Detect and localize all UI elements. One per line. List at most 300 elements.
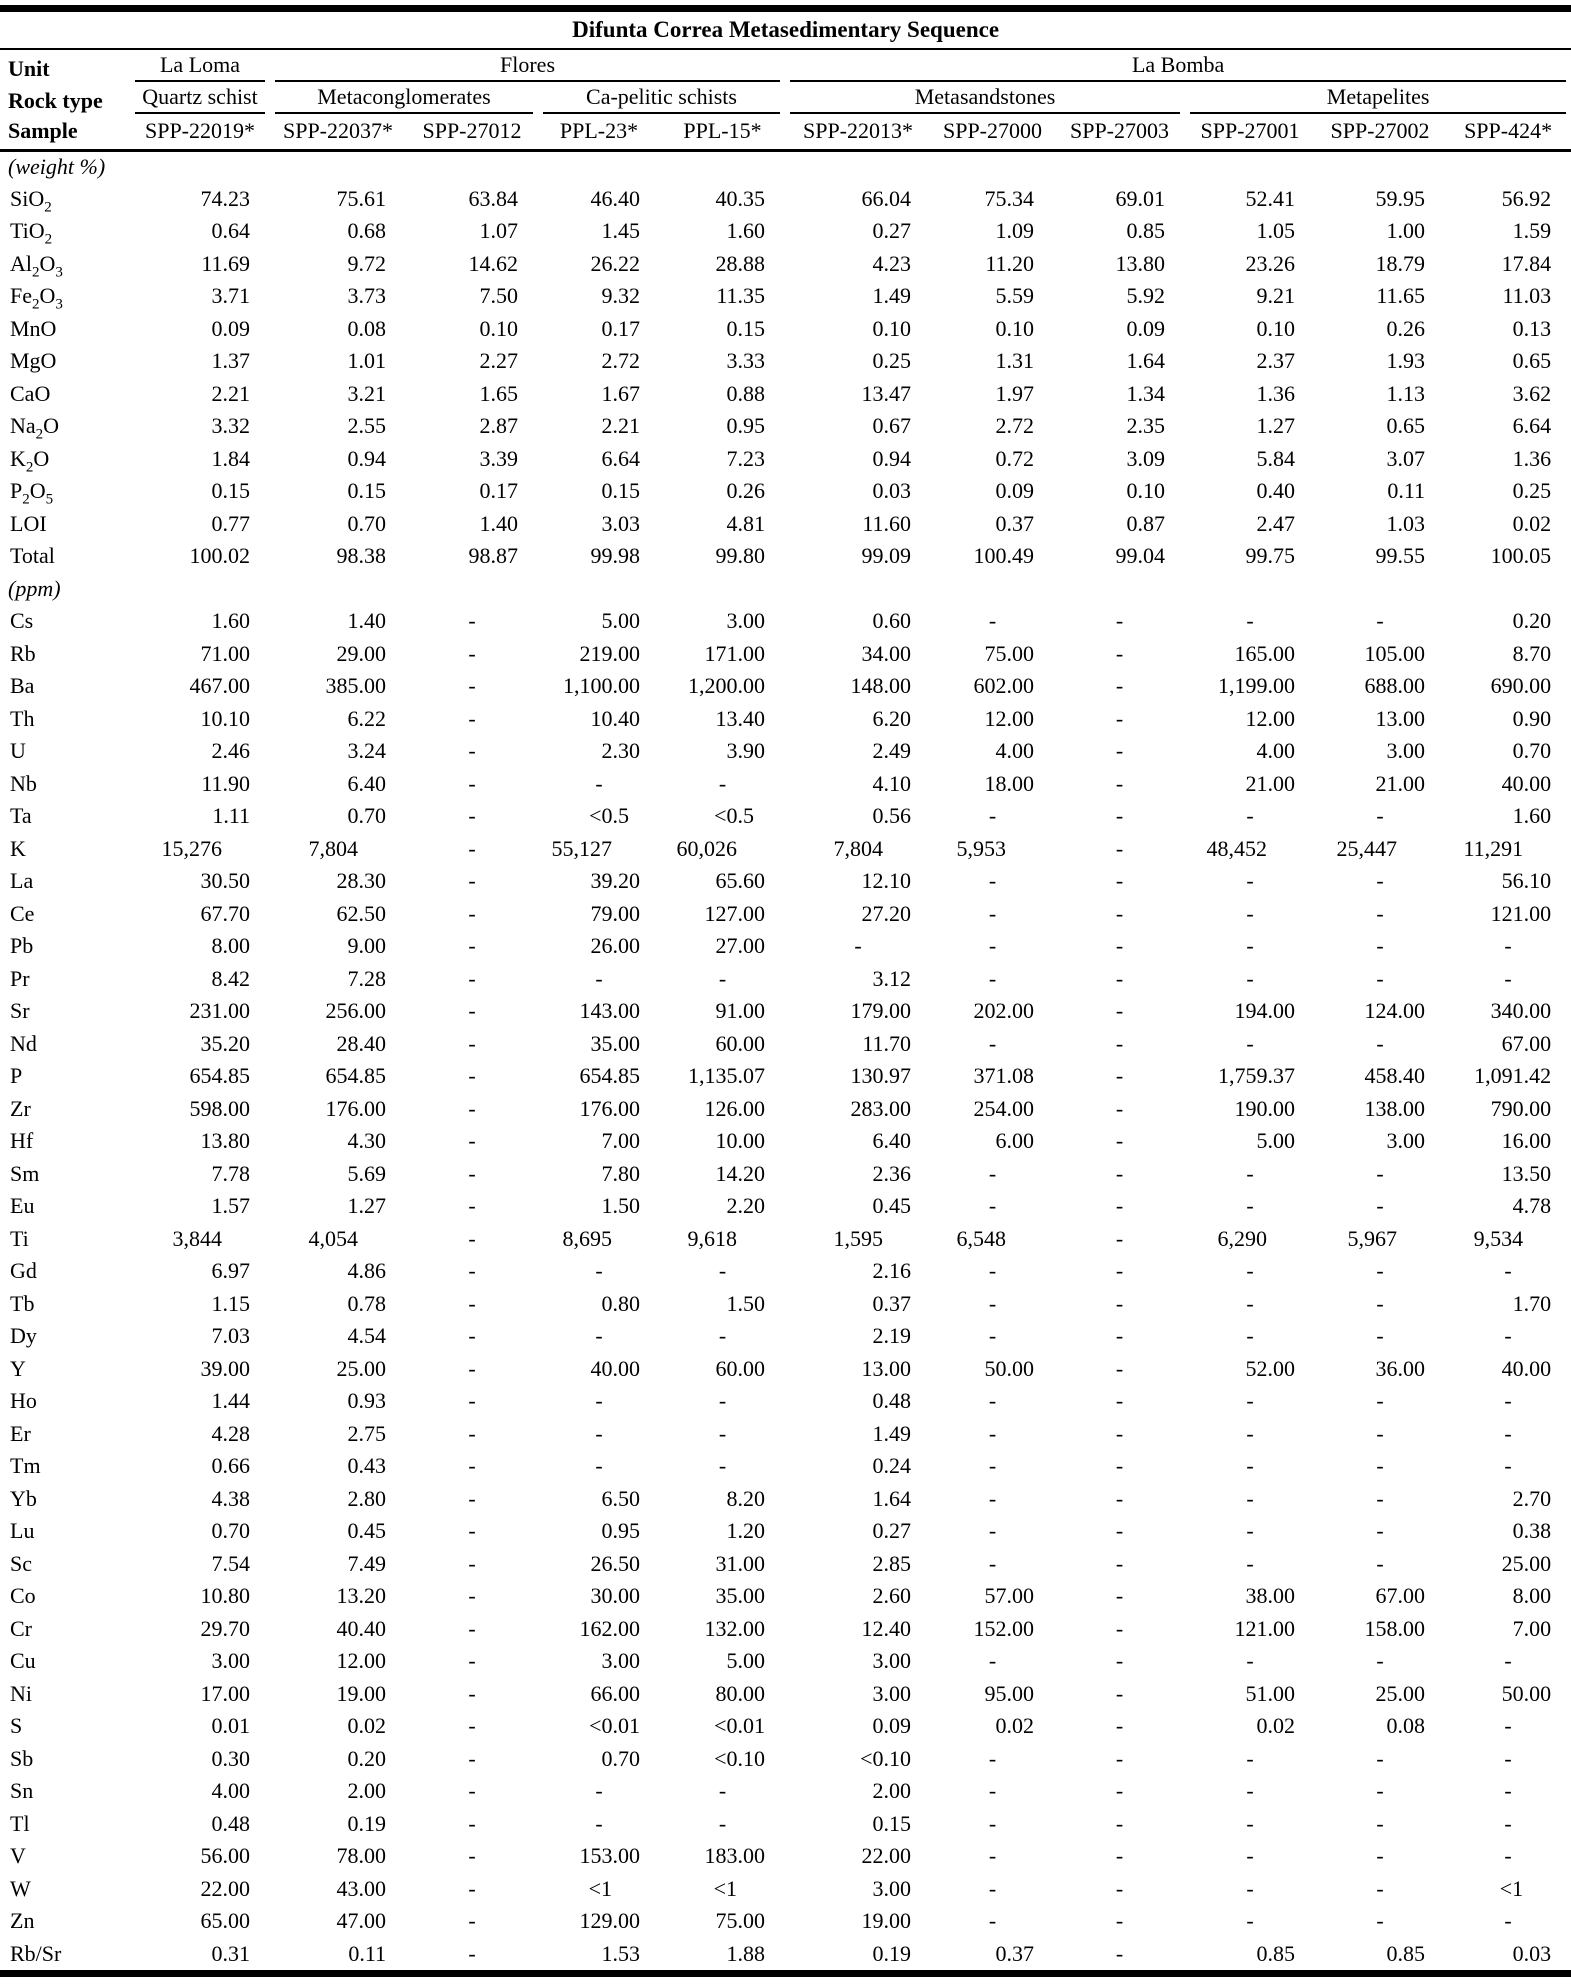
value-cell: 1.67	[601, 380, 640, 406]
value-cell: 121.00	[1234, 1615, 1295, 1641]
value-cell: 3.07	[1386, 445, 1425, 471]
analyte-label: Sb	[10, 1745, 34, 1771]
value-cell: -	[718, 1323, 727, 1349]
value-cell: -	[1504, 933, 1512, 959]
value-cell: 1.27	[1256, 413, 1295, 439]
value-cell: -	[1246, 1648, 1254, 1674]
table-row	[0, 1938, 1571, 1971]
analyte-label: Yb	[10, 1485, 37, 1511]
value-cell: 165.00	[1234, 640, 1295, 666]
value-cell: -	[468, 673, 476, 699]
value-cell: 46.40	[590, 185, 640, 211]
value-cell: -	[988, 1388, 997, 1414]
table-row	[0, 410, 1571, 443]
value-cell: -	[1246, 1875, 1254, 1901]
value-cell: 1,595	[833, 1225, 883, 1251]
unit-group-la-loma	[130, 49, 270, 82]
value-cell: -	[1504, 1810, 1512, 1836]
value-cell: -	[468, 1388, 476, 1414]
table-row	[0, 1613, 1571, 1646]
value-cell: 1.49	[872, 283, 911, 309]
table-row	[0, 703, 1571, 736]
value-cell: -	[1115, 1550, 1124, 1576]
value-cell: 0.15	[726, 315, 765, 341]
value-cell: 0.20	[1512, 608, 1552, 634]
analyte-label: Ta	[10, 803, 32, 829]
value-cell: -	[1376, 1258, 1384, 1284]
value-cell: 22.00	[200, 1875, 250, 1901]
value-cell: -	[988, 1160, 997, 1186]
value-cell: 283.00	[850, 1095, 911, 1121]
value-cell: 13.50	[1501, 1160, 1552, 1186]
value-cell: 98.87	[468, 543, 518, 569]
value-cell: 0.78	[347, 1290, 386, 1316]
value-cell: 62.50	[336, 900, 386, 926]
value-cell: 7.54	[211, 1550, 250, 1576]
value-cell: 19.00	[861, 1908, 911, 1934]
value-cell: 7.80	[601, 1160, 640, 1186]
value-cell: -	[1376, 608, 1384, 634]
analyte-label: Tl	[10, 1810, 30, 1836]
value-cell: 6.40	[347, 770, 386, 796]
analyte-label: Th	[10, 705, 35, 731]
value-cell: 69.01	[1115, 185, 1165, 211]
rock-type-name: Quartz schist	[142, 84, 258, 109]
value-cell: 13.40	[715, 705, 765, 731]
value-cell: 1.15	[211, 1290, 250, 1316]
value-cell: 7.23	[726, 445, 765, 471]
value-cell: 7.00	[601, 1128, 640, 1154]
table-row	[0, 898, 1571, 931]
value-cell: -	[1115, 868, 1124, 894]
value-cell: -	[988, 1453, 997, 1479]
value-cell: 5.00	[726, 1648, 765, 1674]
value-cell: -	[1246, 1453, 1254, 1479]
value-cell: 6.64	[1512, 413, 1552, 439]
value-cell: 4.00	[211, 1778, 250, 1804]
value-cell: 0.43	[347, 1453, 386, 1479]
table-row	[0, 638, 1571, 671]
value-cell: 3.33	[726, 348, 765, 374]
value-cell: 2.60	[872, 1583, 911, 1609]
value-cell: 74.23	[200, 185, 250, 211]
value-cell: -	[1504, 1388, 1512, 1414]
value-cell: 56.92	[1501, 185, 1552, 211]
sample-header: PPL-23*	[538, 114, 660, 150]
value-cell: 129.00	[579, 1908, 640, 1934]
value-cell: -	[988, 1030, 997, 1056]
analyte-label: Rb/Sr	[10, 1940, 62, 1966]
value-cell: 0.66	[211, 1453, 250, 1479]
unit-name: La Bomba	[1131, 52, 1225, 77]
value-cell: 75.00	[715, 1908, 765, 1934]
sample-header: SPP-424*	[1445, 114, 1571, 150]
value-cell: 1.13	[1386, 380, 1425, 406]
value-cell: -	[1115, 1258, 1124, 1284]
value-cell: -	[1504, 1323, 1512, 1349]
unit-name: Flores	[500, 52, 555, 77]
value-cell: 18.79	[1375, 250, 1425, 276]
value-cell: 6.00	[995, 1128, 1034, 1154]
value-cell: 11.65	[1376, 283, 1425, 309]
value-cell: 3.39	[479, 445, 518, 471]
value-cell: 602.00	[973, 673, 1034, 699]
table-row	[0, 930, 1571, 963]
value-cell: 67.00	[1501, 1030, 1552, 1056]
value-cell: 0.72	[995, 445, 1034, 471]
value-cell: 50.00	[984, 1355, 1034, 1381]
value-cell: 10.00	[715, 1128, 765, 1154]
value-cell: 11.03	[1502, 283, 1552, 309]
value-cell: -	[1376, 868, 1384, 894]
value-cell: -	[1376, 1518, 1384, 1544]
value-cell: 4.30	[347, 1128, 386, 1154]
value-cell: 152.00	[973, 1615, 1034, 1641]
value-cell: -	[988, 965, 997, 991]
table-row	[0, 1873, 1571, 1906]
table-row	[0, 995, 1571, 1028]
value-cell: 1.00	[1386, 218, 1425, 244]
value-cell: 9,534	[1473, 1225, 1524, 1251]
analyte-label: Co	[10, 1583, 36, 1609]
sample-row	[0, 114, 1571, 150]
table-row	[0, 1320, 1571, 1353]
value-cell: 0.68	[347, 218, 386, 244]
value-cell: 0.27	[872, 218, 911, 244]
value-cell: 4.10	[872, 770, 911, 796]
sample-header: PPL-15*	[660, 114, 785, 150]
value-cell: 7,804	[833, 835, 883, 861]
sample-header: SPP-22019*	[130, 114, 270, 150]
value-cell: -	[468, 1875, 476, 1901]
value-cell: -	[988, 1485, 997, 1511]
value-cell: 0.64	[211, 218, 250, 244]
value-cell: -	[988, 1258, 997, 1284]
value-cell: -	[1115, 1843, 1124, 1869]
value-cell: -	[1376, 1550, 1384, 1576]
value-cell: 25.00	[336, 1355, 386, 1381]
value-cell: 0.11	[1387, 478, 1425, 504]
value-cell: -	[1115, 1908, 1124, 1934]
table-row	[0, 313, 1571, 346]
value-cell: 0.09	[211, 315, 250, 341]
table-row	[0, 865, 1571, 898]
value-cell: 99.75	[1245, 543, 1295, 569]
value-cell: 5.84	[1256, 445, 1295, 471]
value-cell: 0.08	[347, 315, 386, 341]
value-cell: 0.15	[872, 1810, 911, 1836]
value-cell: -	[1376, 1030, 1384, 1056]
sample-row-label: Sample	[0, 114, 130, 150]
value-cell: 65.00	[200, 1908, 250, 1934]
value-cell: -	[718, 1453, 727, 1479]
value-cell: 11.70	[862, 1030, 911, 1056]
value-cell: -	[468, 933, 476, 959]
value-cell: 21.00	[1245, 770, 1295, 796]
sample-header: SPP-22037*	[270, 114, 406, 150]
value-cell: -	[1115, 1583, 1124, 1609]
value-cell: -	[468, 770, 476, 796]
value-cell: -	[468, 1193, 476, 1219]
value-cell: 0.48	[211, 1810, 250, 1836]
value-cell: -	[468, 1648, 476, 1674]
value-cell: -	[1376, 933, 1384, 959]
value-cell: -	[1376, 1453, 1384, 1479]
analyte-label: Sm	[10, 1160, 40, 1186]
value-cell: 3.00	[211, 1648, 250, 1674]
value-cell: -	[1504, 1745, 1512, 1771]
value-cell: -	[1115, 1453, 1124, 1479]
rock-type-quartz-schist	[130, 82, 270, 114]
value-cell: -	[468, 608, 476, 634]
value-cell: 13.20	[336, 1583, 386, 1609]
value-cell: 0.11	[348, 1940, 386, 1966]
value-cell: -	[1504, 1843, 1512, 1869]
value-cell: 598.00	[189, 1095, 250, 1121]
value-cell: 0.02	[1256, 1713, 1295, 1739]
value-cell: 0.24	[872, 1453, 911, 1479]
value-cell: -	[1376, 900, 1384, 926]
value-cell: 2.27	[479, 348, 518, 374]
table-row	[0, 1678, 1571, 1711]
value-cell: -	[1246, 1518, 1254, 1544]
value-cell: 39.20	[590, 868, 640, 894]
analyte-label: Sr	[10, 998, 30, 1024]
value-cell: 27.20	[861, 900, 911, 926]
value-cell: 3.00	[872, 1680, 911, 1706]
value-cell: 0.27	[872, 1518, 911, 1544]
value-cell: -	[468, 1583, 476, 1609]
value-cell: 0.03	[1512, 1940, 1552, 1966]
value-cell: 15,276	[161, 835, 222, 861]
value-cell: 2.00	[347, 1778, 386, 1804]
table-row	[0, 1418, 1571, 1451]
value-cell: 0.02	[995, 1713, 1034, 1739]
value-cell: 790.00	[1490, 1095, 1552, 1121]
value-cell: 4.86	[347, 1258, 386, 1284]
value-cell: 1.45	[601, 218, 640, 244]
value-cell: -	[1246, 1908, 1254, 1934]
value-cell: 13.80	[200, 1128, 250, 1154]
value-cell: 0.09	[995, 478, 1034, 504]
value-cell: 8.20	[726, 1485, 765, 1511]
value-cell: 0.70	[347, 510, 386, 536]
rock-type-metaconglomerates	[270, 82, 538, 114]
value-cell: 9.72	[347, 250, 386, 276]
value-cell: -	[1504, 965, 1512, 991]
sample-header: SPP-27001	[1185, 114, 1315, 150]
value-cell: -	[1504, 1453, 1512, 1479]
value-cell: 28.88	[715, 250, 765, 276]
value-cell: 3.00	[872, 1875, 911, 1901]
value-cell: -	[468, 803, 476, 829]
value-cell: 40.40	[336, 1615, 386, 1641]
value-cell: 63.84	[468, 185, 518, 211]
value-cell: <1	[588, 1875, 612, 1901]
value-cell: -	[468, 1680, 476, 1706]
value-cell: 7.78	[211, 1160, 250, 1186]
value-cell: 1.60	[726, 218, 765, 244]
table-row	[0, 605, 1571, 638]
value-cell: 2.70	[1512, 1485, 1552, 1511]
value-cell: -	[1246, 1323, 1254, 1349]
value-cell: 0.95	[601, 1518, 640, 1544]
analyte-label: $Na_2O$	[10, 413, 60, 443]
value-cell: 158.00	[1364, 1615, 1425, 1641]
value-cell: 1.57	[211, 1193, 250, 1219]
value-cell: -	[1115, 640, 1124, 666]
value-cell: <1	[713, 1875, 737, 1901]
value-cell: 11,291	[1463, 835, 1524, 861]
value-cell: 0.85	[1256, 1940, 1295, 1966]
value-cell: 0.95	[726, 413, 765, 439]
value-cell: -	[468, 1355, 476, 1381]
value-cell: 4.81	[726, 510, 765, 536]
value-cell: 1.60	[211, 608, 250, 634]
value-cell: 0.26	[726, 478, 765, 504]
value-cell: -	[1504, 1648, 1512, 1674]
value-cell: 13.80	[1115, 250, 1165, 276]
value-cell: 2.85	[872, 1550, 911, 1576]
value-cell: -	[1115, 1778, 1124, 1804]
value-cell: -	[1115, 1615, 1124, 1641]
value-cell: 43.00	[336, 1875, 386, 1901]
table-header	[0, 12, 1571, 150]
value-cell: 13.00	[861, 1355, 911, 1381]
value-cell: -	[1115, 1680, 1124, 1706]
value-cell: 0.45	[872, 1193, 911, 1219]
value-cell: 2.00	[872, 1778, 911, 1804]
analyte-label: W	[10, 1875, 31, 1901]
sample-header: SPP-27012	[406, 114, 538, 150]
value-cell: 0.15	[347, 478, 386, 504]
analyte-label: Ho	[10, 1388, 37, 1414]
value-cell: 34.00	[861, 640, 911, 666]
table-row	[0, 1450, 1571, 1483]
value-cell: 4.28	[211, 1420, 250, 1446]
value-cell: -	[1504, 1258, 1512, 1284]
value-cell: 3.71	[211, 283, 250, 309]
value-cell: 6,548	[956, 1225, 1006, 1251]
table-row	[0, 1710, 1571, 1743]
value-cell: 1.64	[872, 1485, 911, 1511]
value-cell: -	[1115, 1290, 1124, 1316]
value-cell: 6.40	[872, 1128, 911, 1154]
analyte-label: Total	[10, 543, 55, 569]
value-cell: -	[1504, 1778, 1512, 1804]
analyte-label: Tb	[10, 1290, 35, 1316]
value-cell: -	[1115, 1193, 1124, 1219]
analyte-label: $K_2O$	[10, 445, 50, 476]
table-row	[0, 1190, 1571, 1223]
value-cell: 0.37	[872, 1290, 911, 1316]
value-cell: 0.10	[872, 315, 911, 341]
value-cell: 1.27	[347, 1193, 386, 1219]
value-cell: 202.00	[973, 998, 1034, 1024]
value-cell: -	[1246, 900, 1254, 926]
analyte-label: Nb	[10, 770, 37, 796]
value-cell: <0.10	[714, 1745, 765, 1771]
value-cell: 0.70	[347, 803, 386, 829]
value-cell: 3.00	[601, 1648, 640, 1674]
value-cell: 3.12	[872, 965, 911, 991]
value-cell: 11.35	[716, 283, 765, 309]
value-cell: -	[468, 640, 476, 666]
value-cell: 143.00	[579, 998, 640, 1024]
value-cell: 16.00	[1501, 1128, 1552, 1154]
analyte-label: Ce	[10, 900, 35, 926]
table-row	[0, 963, 1571, 996]
sample-header: SPP-22013*	[785, 114, 931, 150]
value-cell: 2.72	[601, 348, 640, 374]
value-cell: <0.01	[589, 1713, 640, 1739]
geochemistry-table	[0, 12, 1571, 1970]
value-cell: -	[1246, 1485, 1254, 1511]
value-cell: 0.70	[601, 1745, 640, 1771]
value-cell: -	[988, 1843, 997, 1869]
analyte-label: TiO$_2$	[10, 218, 53, 248]
value-cell: -	[1115, 1875, 1124, 1901]
value-cell: 0.25	[1512, 478, 1552, 504]
value-cell: -	[1376, 1843, 1384, 1869]
value-cell: 0.15	[601, 478, 640, 504]
analyte-label: S	[10, 1713, 23, 1739]
value-cell: 40.00	[590, 1355, 640, 1381]
value-cell: -	[1376, 1485, 1384, 1511]
value-cell: 56.10	[1501, 868, 1552, 894]
rock-type-metasandstones	[785, 82, 1185, 114]
value-cell: -	[1246, 608, 1254, 634]
value-cell: 50.00	[1501, 1680, 1552, 1706]
value-cell: -	[468, 1290, 476, 1316]
value-cell: 4.00	[995, 738, 1034, 764]
table-row	[0, 1060, 1571, 1093]
analyte-label: Zr	[10, 1095, 31, 1121]
value-cell: 3.62	[1512, 380, 1552, 406]
value-cell: -	[468, 1160, 476, 1186]
table-row	[0, 1353, 1571, 1386]
value-cell: 0.17	[601, 315, 640, 341]
value-cell: 5.59	[995, 283, 1034, 309]
value-cell: <0.01	[714, 1713, 765, 1739]
value-cell: -	[1246, 1778, 1254, 1804]
value-cell: 2.19	[872, 1323, 911, 1349]
value-cell: -	[1376, 1745, 1384, 1771]
value-cell: 91.00	[715, 998, 765, 1024]
value-cell: 3.32	[211, 413, 250, 439]
value-cell: -	[988, 1290, 997, 1316]
value-cell: -	[1504, 1420, 1512, 1446]
value-cell: 8,695	[562, 1225, 612, 1251]
value-cell: -	[988, 1778, 997, 1804]
value-cell: 688.00	[1364, 673, 1425, 699]
value-cell: 162.00	[579, 1615, 640, 1641]
value-cell: -	[468, 1323, 476, 1349]
value-cell: 1.09	[995, 218, 1034, 244]
value-cell: -	[1376, 1810, 1384, 1836]
table-row	[0, 768, 1571, 801]
value-cell: 6.64	[601, 445, 640, 471]
table-row	[0, 475, 1571, 508]
value-cell: 60,026	[676, 835, 737, 861]
table-row	[0, 1288, 1571, 1321]
value-cell: -	[468, 1453, 476, 1479]
value-cell: 126.00	[704, 1095, 765, 1121]
value-cell: -	[1246, 1810, 1254, 1836]
value-cell: 6.97	[211, 1258, 250, 1284]
value-cell: 5,967	[1347, 1225, 1397, 1251]
value-cell: 690.00	[1490, 673, 1552, 699]
